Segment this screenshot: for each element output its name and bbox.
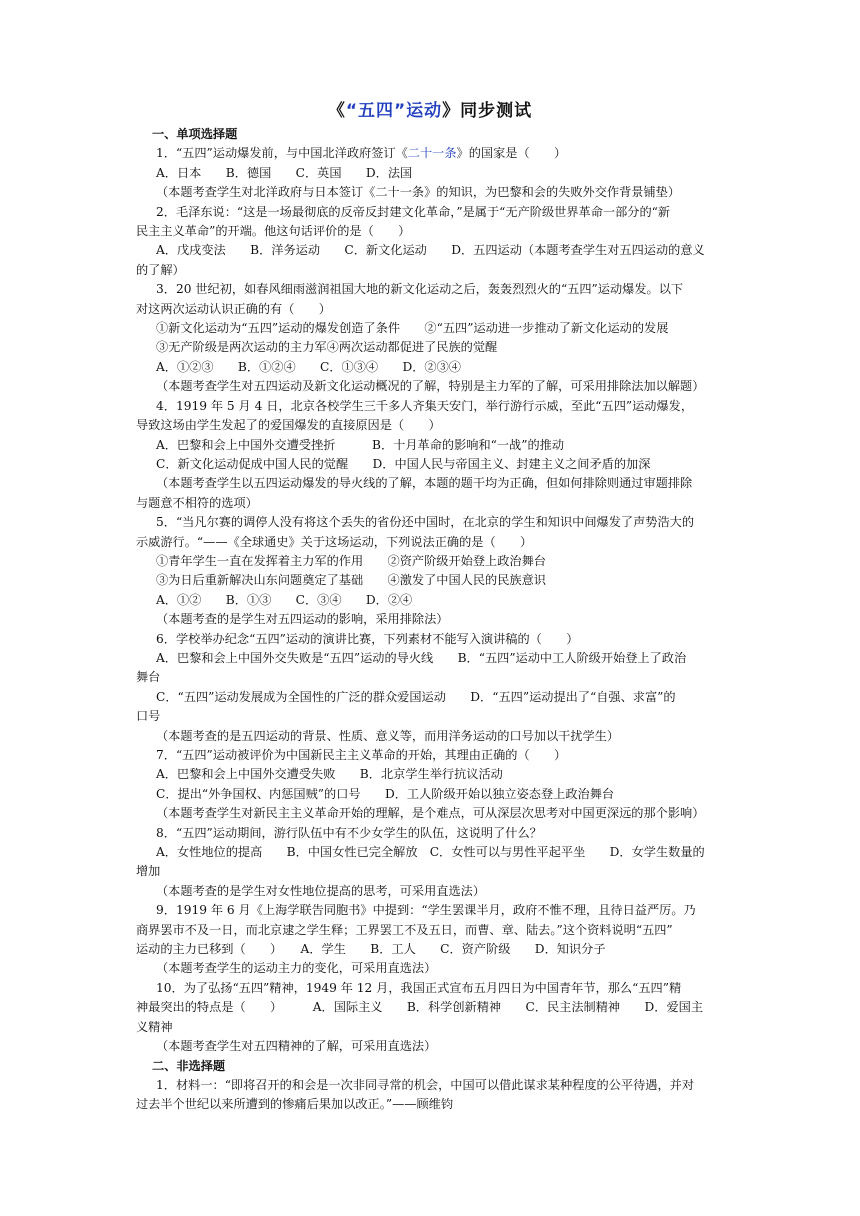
question-2-line: 民主主义革命”的开端。他这句话评价的是（ ）: [136, 224, 411, 239]
question-3-note: （本题考查学生对五四运动及新文化运动概况的了解，特别是主力军的了解，可采用排除法加以解题）: [156, 379, 705, 394]
twenty-one-demands-link[interactable]: 二十一条: [407, 146, 457, 161]
question-8-note: （本题考查的是学生对女性地位提高的思考，可采用直选法）: [156, 883, 486, 898]
question-8-options: A．女性地位的提高 B．中国女性已完全解放 C．女性可以与男性平起平坐 D．女学生数量的: [156, 845, 705, 860]
question-6-note: （本题考查的是五四运动的背景、性质、意义等，而用洋务运动的口号加以干扰学生）: [156, 728, 620, 743]
question-8-line: 8．“五四”运动期间，游行队伍中有不少女学生的队伍，这说明了什么？: [156, 825, 542, 840]
question-7-line: 7．“五四”运动被评价为中国新民主主义革命的开始，其理由正确的（ ）: [156, 748, 567, 762]
question-4-note: 与题意不相符的选项）: [136, 495, 258, 510]
question-9-line: 商界罢市不及一日，而北京逮之学生释；工界罢工不及五日，而曹、章、陆去。”这个资料说明“五四”: [136, 922, 673, 937]
question-2-line: 的了解）: [136, 262, 185, 277]
question-7-options: A．巴黎和会上中国外交遭受失败 B．北京学生举行抗议活动: [156, 767, 503, 782]
page-title: [0, 102, 860, 121]
question-10-line: 神最突出的特点是（ ） A．国际主义 B．科学创新精神 C．民主法制精神 D．爱国主: [136, 1000, 704, 1015]
section-heading-non-choice: 二、非选择题: [152, 1058, 226, 1073]
question-5-note: （本题考查的是学生对五四运动的影响，采用排除法）: [156, 612, 449, 627]
question-8-options: 增加: [136, 864, 161, 879]
question-6-options: C．“五四”运动发展成为全国性的广泛的群众爱国运动 D．“五四”运动提出了“自强、求富”的: [156, 689, 676, 704]
question-3-line: 对这两次运动认识正确的有（ ）: [136, 301, 331, 316]
question-3-statement: ①新文化运动为“五四”运动的爆发创造了条件 ②“五四”运动进一步推动了新文化运动的发展: [156, 321, 669, 336]
nonchoice-question-1-line: 过去半个世纪以来所遭到的惨痛后果加以改正。”——顾维钧: [136, 1097, 454, 1112]
section-heading-single-choice: 一、单项选择题: [152, 127, 238, 141]
question-6-line: 6．学校举办纪念“五四”运动的演讲比赛，下列素材不能写入演讲稿的（ ）: [156, 631, 579, 646]
question-1-stem: 1．“五四”运动爆发前，与中国北洋政府签订《二十一条》的国家是（ ）: [156, 146, 567, 161]
question-6-options: 舞台: [136, 670, 161, 685]
question-6-options: 口号: [136, 709, 161, 724]
question-9-line: 运动的主力已移到（ ） A．学生 B．工人 C．资产阶级 D．知识分子: [136, 942, 606, 957]
question-3-statement: ③无产阶级是两次运动的主力军④两次运动都促进了民族的觉醒: [156, 340, 498, 355]
document-body: [136, 125, 736, 1115]
question-4-line: 4．1919 年 5 月 4 日，北京各校学生三千多人齐集天安门，举行游行示威，至此“五四”运动爆发，: [156, 398, 694, 413]
question-1-options: A．日本 B．德国 C．英国 D．法国: [156, 165, 413, 180]
question-5-options: A．①② B．①③ C．③④ D．②④: [156, 592, 413, 607]
question-10-note: （本题考查学生对五四精神的了解，可采用直选法）: [156, 1039, 437, 1054]
nonchoice-question-1-line: 1．材料一：“即将召开的和会是一次非同寻常的机会，中国可以借此谋求某种程度的公平待遇，并对: [156, 1077, 695, 1092]
question-4-note: （本题考查学生以五四运动爆发的导火线的了解，本题的题干均为正确，但如何排除则通过审题排除: [156, 476, 693, 491]
question-5-statement: ③为日后重新解决山东问题奠定了基础 ④激发了中国人民的民族意识: [156, 573, 546, 588]
question-10-line: 10．为了弘扬“五四”精神，1949 年 12 月，我国正式宣布五月四日为中国青年节，那么“五四”精: [156, 980, 682, 995]
question-9-note: （本题考查学生的运动主力的变化，可采用直选法）: [156, 961, 437, 976]
question-3-options: A．①②③ B．①②④ C．①③④ D．②③④: [156, 359, 461, 374]
question-5-line: 5．“当凡尔赛的调停人没有将这个丢失的省份还中国时，在北京的学生和知识中间爆发了声势浩大的: [156, 515, 695, 530]
question-10-line: 义精神: [136, 1019, 173, 1034]
question-6-options: A．巴黎和会上中国外交失败是“五四”运动的导火线 B．“五四”运动中工人阶级开始登上了政治: [156, 650, 687, 665]
title-suffix: 》同步测试: [442, 101, 533, 121]
question-2-options: A．戊戌变法 B．洋务运动 C．新文化运动 D．五四运动（本题考查学生对五四运动的意义: [156, 243, 705, 258]
question-7-options: C．提出“外争国权、内惩国贼”的口号 D．工人阶级开始以独立姿态登上政治舞台: [156, 786, 615, 801]
title-topic-link[interactable]: “五四”运动: [345, 101, 443, 121]
question-1-note: （本题考查学生对北洋政府与日本签订《二十一条》的知识，为巴黎和会的失败外交作背景铺垫）: [156, 185, 681, 200]
question-4-options: A．巴黎和会上中国外交遭受挫折 B．十月革命的影响和“一战”的推动: [156, 437, 565, 452]
question-7-note: （本题考查学生对新民主主义革命开始的理解，是个难点，可从深层次思考对中国更深远的那个影响）: [156, 806, 705, 821]
question-9-line: 9．1919 年 6 月《上海学联告同胞书》中提到：“学生罢课半月，政府不惟不理，且待日益严厉。乃: [156, 903, 696, 918]
question-4-line: 导致这场由学生发起了的爱国爆发的直接原因是（ ）: [136, 418, 441, 433]
title-prefix: 《: [327, 101, 346, 121]
question-5-statement: ①青年学生一直在发挥着主力军的作用 ②资产阶级开始登上政治舞台: [156, 553, 546, 568]
question-3-line: 3．20 世纪初，如春风细雨滋润祖国大地的新文化运动之后，轰轰烈烈火的“五四”运动爆发。以下: [156, 282, 684, 297]
question-2-line: 2．毛泽东说：“这是一场最彻底的反帝反封建文化革命，”是属于“无产阶级世界革命一部分的“新: [156, 204, 671, 219]
question-5-line: 示威游行。“——《全球通史》关于这场运动，下列说法正确的是（ ）: [136, 534, 533, 549]
question-4-options: C．新文化运动促成中国人民的觉醒 D．中国人民与帝国主义、封建主义之间矛盾的加深: [156, 456, 651, 471]
